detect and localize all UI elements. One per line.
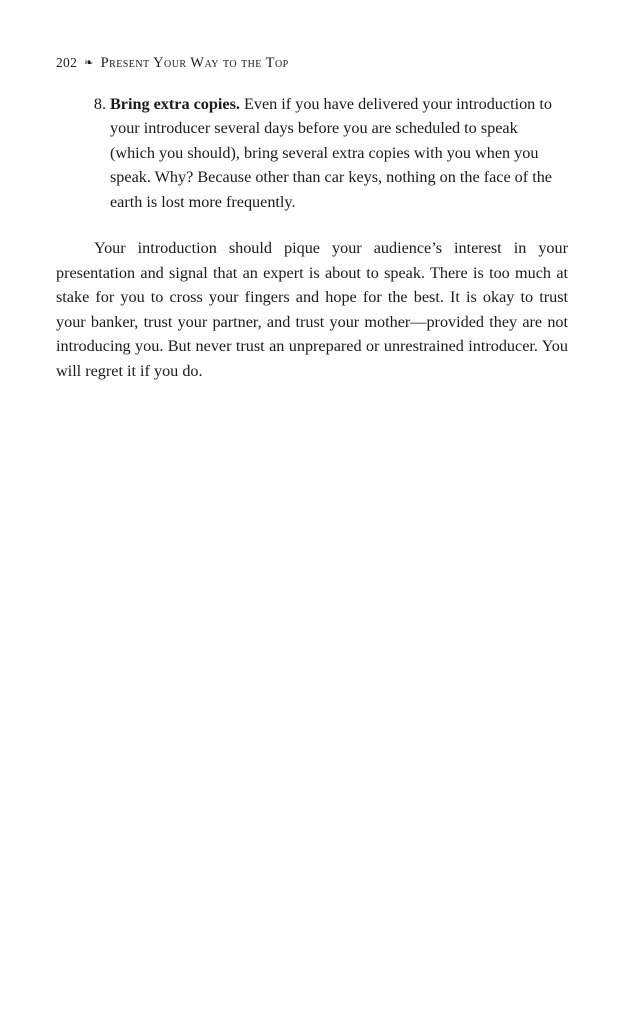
leaf-ornament-icon: ❧ (84, 57, 94, 69)
page-number: 202 (56, 55, 78, 70)
list-item (56, 92, 566, 214)
numbered-list (56, 92, 568, 214)
page-content (56, 92, 568, 384)
list-item-lead: Bring extra copies. (110, 95, 240, 113)
list-item-number: 8. (93, 95, 106, 113)
running-title: Present Your Way to the Top (100, 55, 289, 71)
list-item-text: Even if you have delivered your introduction to your introducer several days before you are scheduled to speak (which you should), bring several extra copies with you when you speak. Why? Because other than car keys, nothing on the face of the earth is lost more frequently. (110, 95, 552, 211)
running-head (56, 55, 289, 72)
body-paragraph: Your introduction should pique your audience’s interest in your presentation and signal that an expert is about to speak. There is too much at stake for you to cross your fingers and hope for the best. It is okay to trust your banker, trust your partner, and trust your mother—provided they are not introducing you. But never trust an unprepared or unrestrained introducer. You will regret it if you do. (56, 239, 568, 380)
paragraph-spacer (56, 214, 568, 236)
